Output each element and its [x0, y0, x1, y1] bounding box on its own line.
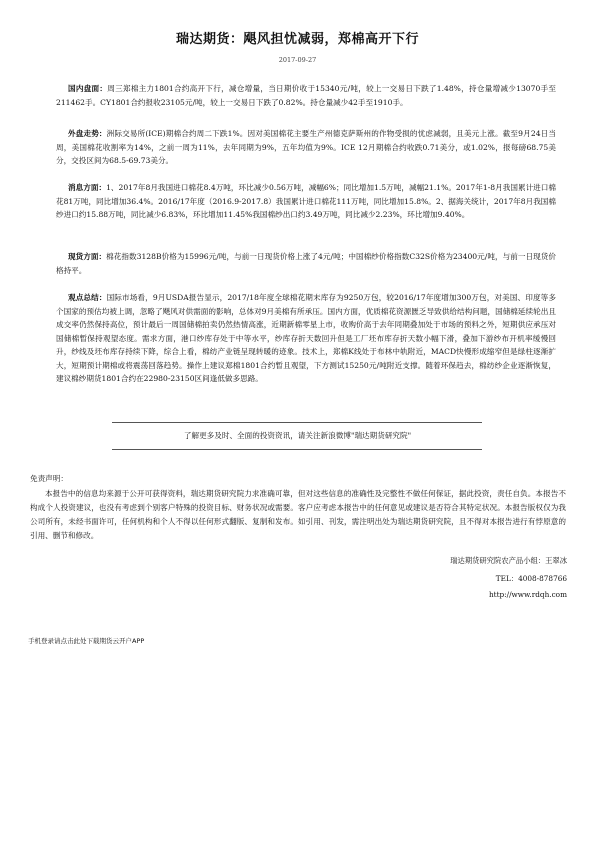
report-date: 2017-09-27 [278, 56, 317, 64]
disclaimer-title: 免责声明： [30, 474, 68, 483]
section-label: 国内盘面： [68, 84, 108, 93]
section-label: 消息方面： [68, 183, 107, 192]
section-label: 观点总结： [68, 293, 107, 302]
weibo-notice: 了解更多及时、全面的投资资讯，请关注新浪微博"瑞达期货研究院" [183, 431, 412, 440]
signature-team: 瑞达期货研究院农产品小组：王翠冰 [450, 556, 567, 565]
signature-tel: TEL：4008-878766 [495, 574, 567, 583]
app-download-link[interactable]: 手机登录请点击此处下载期货云开户APP [28, 637, 145, 645]
section-news [56, 181, 556, 222]
section-text: 国际市场看，9月USDA报告显示，2017/18年度全球棉花期末库存为9250万包，较2016/17年度增加300万包，对美国、印度等多个国家的预估均被上调，忽略了飓风对供需面的影响，总体对9月美棉有所承压。国内方面，优质棉花资源匮乏导致供给结构问题，国储棉延续轮出且成交率仍然保持高位，预计最后一周国储棉拍卖仍然热情高涨，近期新棉零星上市，收购价高于去年同期叠加处于市场的预料之外，短期供应承压对国储棉暂保持观望态度。需求方面，港口纱库存处于中等水平，纱库存折天数回升但是工厂坯布库存折天数小幅下滑，叠加下游纱布开机率缓慢回升，纱线及坯布库存持续下降，综合上看，棉纺产业链呈现转暖的迹象。技术上，郑棉K线处于布林中轨附近，MACD快慢形成缩窄但是绿柱逐渐扩大，短期预计期棉或将震荡回落趋势。操作上建议郑棉1801合约暂且观望，下方测试15250元/吨附近支撑。随着环保趋去，棉纺纱企业逐渐恢复，建议棉纱期货1801合约在22980-23150区间逢低做多思路。 [56, 293, 556, 383]
section-domestic-market [56, 82, 556, 109]
section-text: 洲际交易所(ICE)期棉合约周二下跌1%。因对美国棉花主要生产州德克萨斯州的作物受损的忧虑减弱，且美元上涨。截至9月24日当周，美国棉花收割率为14%，之前一周为11%，去年同期为9%，五年均值为9%。ICE 12月期棉合约收跌0.71美分，或1.02%，报每磅68.75美分，交投区间为68.5-69.73美分。 [56, 129, 556, 165]
section-text: 棉花指数3128B价格为15996元/吨，与前一日现货价格上涨了4元/吨；中国棉纱价格指数C32S价格为23400元/吨，与前一日现货价格持平。 [56, 252, 556, 275]
divider-bottom [112, 449, 482, 450]
disclaimer-text: 本报告中的信息均来源于公开可获得资料，瑞达期货研究院力求准确可靠，但对这些信息的准确性及完整性不做任何保证，据此投资，责任自负。本报告不构成个人投资建议，也没有考虑到个别客户特殊的投资目标、财务状况或需要。客户应考虑本报告中的任何意见或建议是否符合其特定状况。本报告版权仅为我公司所有，未经书面许可，任何机构和个人不得以任何形式翻版、复制和发布。如引用、刊发，需注明出处为瑞达期货研究院，且不得对本报告进行有悖原意的引用、删节和修改。 [30, 489, 566, 540]
section-spot [56, 250, 556, 277]
section-label: 外盘走势： [68, 129, 107, 138]
section-text: 周三郑棉主力1801合约高开下行，减仓增量，当日期价收于15340元/吨，较上一交易日下跌了1.48%，持仓量增减少13070手至211462手。CY1801合约报收23105元/吨，较上一交易日下跌了0.82%。持仓量减少42手至1910手。 [56, 84, 556, 107]
section-text: 1、2017年8月我国进口棉花8.4万吨，环比减少0.56万吨，减幅6%；同比增加1.5万吨，减幅21.1%。2017年1-8月我国累计进口棉花81万吨，同比增加36.4%。2016/17年度（2016.9-2017.8）我国累计进口棉花111万吨，同比增加15.8%。2、据海关统计，2017年8月我国棉纱进口约15.88万吨，同比减少6.83%，环比增加11.45%我国棉纱出口约3.49万吨，同比减少2.23%，环比增加9.40%。 [56, 183, 556, 219]
section-summary [56, 291, 556, 386]
page-title: 瑞达期货：飓风担忧减弱，郑棉高开下行 [175, 32, 419, 47]
divider-top [112, 422, 482, 423]
signature-url[interactable]: http://www.rdqh.com [488, 590, 567, 599]
section-label: 现货方面： [68, 252, 107, 261]
section-foreign-market [56, 127, 556, 168]
